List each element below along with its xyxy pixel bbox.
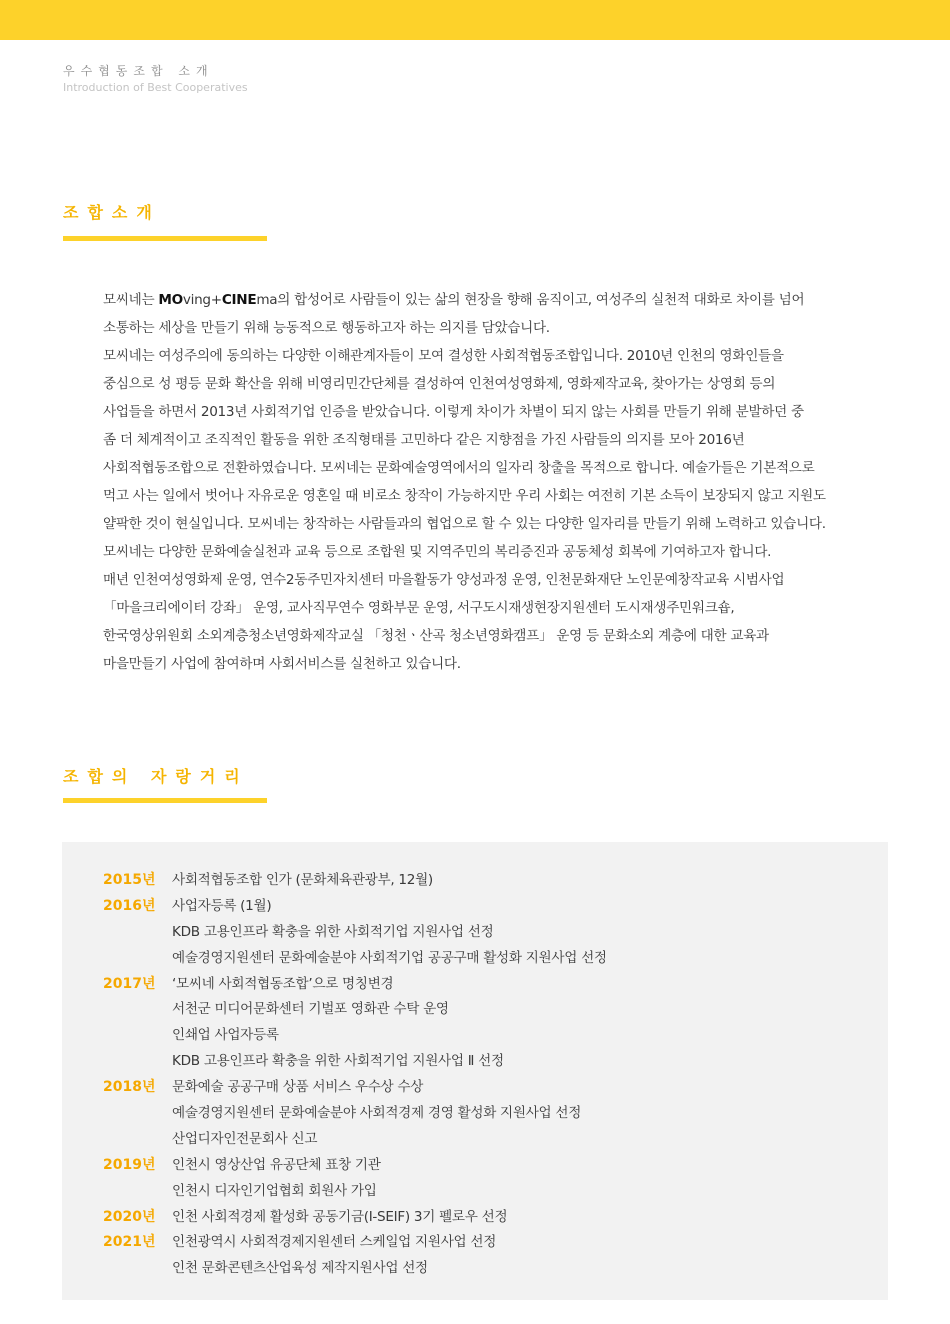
history-year: 2021년	[103, 1234, 156, 1251]
page-kicker-english: Introduction of Best Cooperatives	[63, 81, 248, 94]
history-year: 2016년	[103, 897, 156, 914]
history-row	[103, 868, 873, 894]
history-row	[103, 1023, 873, 1049]
intro-line-1: 모씨네는 MOving+CINEma의 합성어로 사람들이 있는 삶의 현장을 향해 움직이고, 여성주의 실천적 대화로 차이를 넘어	[103, 292, 805, 308]
history-row	[103, 972, 873, 998]
intro-line-9: 얄팍한 것이 현실입니다. 모씨네는 창작하는 사람들과의 협업으로 할 수 있는 다양한 일자리를 만들기 위해 노력하고 있습니다.	[103, 516, 826, 532]
section-rule-intro	[63, 236, 267, 241]
history-row	[103, 1101, 873, 1127]
history-row	[103, 920, 873, 946]
intro-emphasis-cine: CINE	[221, 292, 257, 308]
history-row	[103, 946, 873, 972]
history-year: 2019년	[103, 1156, 156, 1173]
history-item: 문화예술 공공구매 상품 서비스 우수상 수상	[172, 1079, 424, 1096]
history-item: ‘모씨네 사회적협동조합’으로 명칭변경	[172, 975, 394, 992]
history-item: 산업디자인전문회사 신고	[172, 1130, 318, 1147]
history-item: 사회적협동조합 인가 (문화체육관광부, 12월)	[172, 872, 433, 888]
intro-line-7: 사회적협동조합으로 전환하였습니다. 모씨네는 문화예술영역에서의 일자리 창출을 목적으로 합니다. 예술가들은 기본적으로	[103, 460, 815, 476]
history-row	[103, 1127, 873, 1153]
intro-emphasis-mo: MO	[158, 292, 183, 308]
intro-line-10: 모씨네는 다양한 문화예술실천과 교육 등으로 조합원 및 지역주민의 복리증진과 공동체성 회복에 기여하고자 합니다.	[103, 544, 772, 560]
page-kicker: 우수협동조합 소개	[63, 64, 214, 78]
history-item: KDB 고용인프라 확충을 위한 사회적기업 지원사업 Ⅱ 선정	[172, 1053, 504, 1070]
history-row	[103, 997, 873, 1023]
history-year: 2015년	[103, 872, 156, 888]
history-item: 사업자등록 (1월)	[172, 897, 272, 914]
intro-line-2: 소통하는 세상을 만들기 위해 능동적으로 행동하고자 하는 의지를 담았습니다.	[103, 320, 550, 336]
history-box	[62, 842, 888, 1300]
history-item: 인천광역시 사회적경제지원센터 스케일업 지원사업 선정	[172, 1234, 497, 1251]
history-item: 인천시 디자인기업협회 회원사 가입	[172, 1182, 377, 1199]
history-item: 예술경영지원센터 문화예술분야 사회적기업 공공구매 활성화 지원사업 선정	[172, 949, 607, 966]
intro-line-8: 먹고 사는 일에서 벗어나 자유로운 영혼일 때 비로소 창작이 가능하지만 우리 사회는 여전히 기본 소득이 보장되지 않고 지원도	[103, 488, 826, 504]
history-row	[103, 1205, 873, 1231]
history-row	[103, 1049, 873, 1075]
history-item: 서천군 미디어문화센터 기벌포 영화관 수탁 운영	[172, 1001, 449, 1018]
section-title-pride: 조합의 자랑거리	[63, 767, 249, 786]
section-rule-pride	[63, 798, 267, 803]
intro-line-12: 「마을크리에이터 강좌」 운영, 교사직무연수 영화부문 운영, 서구도시재생현장지원센터 도시재생주민워크숍,	[103, 600, 735, 616]
intro-line-4: 중심으로 성 평등 문화 확산을 위해 비영리민간단체를 결성하여 인천여성영화제, 영화제작교육, 찾아가는 상영회 등의	[103, 376, 776, 392]
history-item: 인천 문화콘텐츠산업육성 제작지원사업 선정	[172, 1260, 428, 1277]
history-row	[103, 894, 873, 920]
history-item: 인천 사회적경제 활성화 공동기금(I-SEIF) 3기 펠로우 선정	[172, 1208, 508, 1225]
history-item: 예술경영지원센터 문화예술분야 사회적경제 경영 활성화 지원사업 선정	[172, 1105, 582, 1122]
intro-line-14: 마을만들기 사업에 참여하며 사회서비스를 실천하고 있습니다.	[103, 656, 461, 672]
intro-line-6: 좀 더 체계적이고 조직적인 활동을 위한 조직형태를 고민하다 같은 지향점을 가진 사람들의 의지를 모아 2016년	[103, 432, 745, 448]
history-row	[103, 1179, 873, 1205]
top-accent-bar	[0, 0, 950, 40]
intro-line-3: 모씨네는 여성주의에 동의하는 다양한 이해관계자들이 모여 결성한 사회적협동조합입니다. 2010년 인천의 영화인들을	[103, 348, 784, 364]
intro-line-11: 매년 인천여성영화제 운영, 연수2동주민자치센터 마을활동가 양성과정 운영, 인천문화재단 노인문예창작교육 시범사업	[103, 572, 785, 588]
history-row	[103, 1256, 873, 1282]
intro-line-5: 사업들을 하면서 2013년 사회적기업 인증을 받았습니다. 이렇게 차이가 차별이 되지 않는 사회를 만들기 위해 분발하던 중	[103, 404, 804, 420]
history-item: 인천시 영상산업 유공단체 표창 기관	[172, 1156, 381, 1173]
intro-paragraph	[103, 286, 933, 678]
history-row	[103, 1230, 873, 1256]
history-row	[103, 1153, 873, 1179]
history-year: 2017년	[103, 975, 156, 992]
history-item: 인쇄업 사업자등록	[172, 1027, 279, 1044]
section-title-intro: 조합소개	[63, 203, 161, 222]
history-year: 2020년	[103, 1208, 156, 1225]
history-year: 2018년	[103, 1079, 156, 1096]
intro-line-13: 한국영상위원회 소외계층청소년영화제작교실 「청천ㆍ산곡 청소년영화캠프」 운영 등 문화소외 계층에 대한 교육과	[103, 628, 769, 644]
history-item: KDB 고용인프라 확충을 위한 사회적기업 지원사업 선정	[172, 923, 494, 940]
history-list	[103, 868, 873, 1282]
history-row	[103, 1075, 873, 1101]
